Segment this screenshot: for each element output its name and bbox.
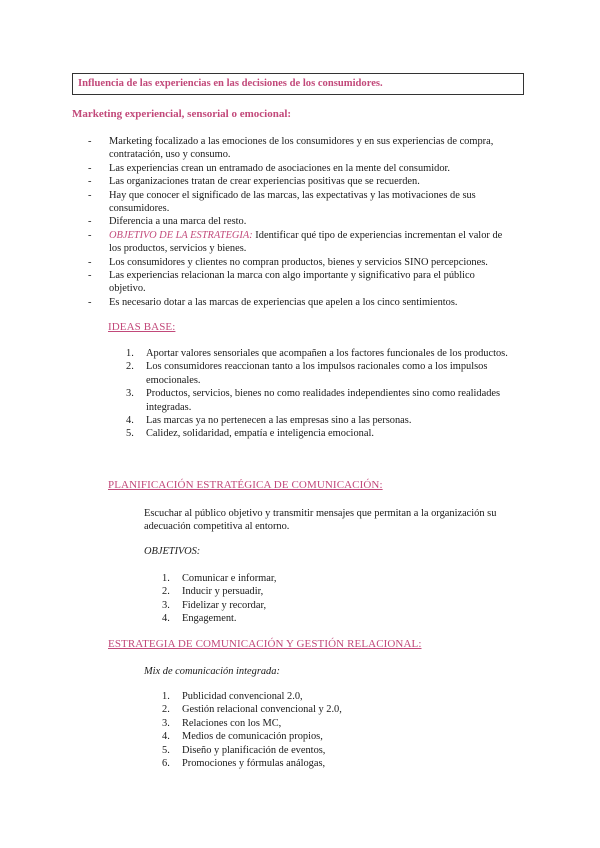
ideas-base-list <box>126 347 508 441</box>
list-item: 6. Promociones y fórmulas análogas, <box>162 758 326 770</box>
list-item: 1. Aportar valores sensoriales que acompañen a los factores funcionales de los productos. <box>126 348 508 359</box>
bullet-item: - Diferencia a una marca del resto. <box>88 215 513 228</box>
list-item: 2. Los consumidores reaccionan tanto a los impulsos racionales como a los impulsos emocionales. <box>126 361 488 386</box>
bullet-item: - Es necesario dotar a las marcas de experiencias que apelen a los cinco sentimientos. <box>88 296 513 309</box>
list-item: 3. Fidelizar y recordar, <box>162 599 267 611</box>
list-item: 4. Las marcas ya no pertenecen a las empresas sino a las personas. <box>126 415 412 427</box>
section-heading: Marketing experiencial, sensorial o emocional: <box>72 108 292 120</box>
bullet-item: - Hay que conocer el significado de las marcas, las expectativas y las motivaciones de sus consumidores. <box>88 189 513 216</box>
objective-label: OBJETIVO DE LA ESTRATEGIA: <box>109 229 253 241</box>
objetivos-label: OBJETIVOS: <box>144 546 201 557</box>
list-item: 2. Inducir y persuadir, <box>162 586 264 598</box>
list-item: 1. Comunicar e informar, <box>162 573 277 584</box>
mix-label: Mix de comunicación integrada: <box>144 666 280 677</box>
list-item: 2. Gestión relacional convencional y 2.0, <box>162 704 342 716</box>
estrategia-heading: ESTRATEGIA DE COMUNICACIÓN Y GESTIÓN RELACIONAL: <box>108 638 422 650</box>
bullet-item-objective: - OBJETIVO DE LA ESTRATEGIA: Identificar qué tipo de experiencias incrementan el valor de los productos, servicios y bienes. <box>88 229 513 256</box>
bullet-item: - Los consumidores y clientes no compran productos, bienes y servicios SINO percepciones. <box>88 256 513 269</box>
list-item: 5. Calidez, solidaridad, empatía e inteligencia emocional. <box>126 428 374 440</box>
bullet-item: - Marketing focalizado a las emociones de los consumidores y en sus experiencias de compra, contratación, uso y consumo. <box>88 135 513 162</box>
planificacion-paragraph: Escuchar al público objetivo y transmitir mensajes que permitan a la organización su adecuación competitiva al entorno. <box>144 508 497 533</box>
list-item: 5. Diseño y planificación de eventos, <box>162 744 326 756</box>
marketing-bullet-list <box>88 135 513 309</box>
ideas-base-heading: IDEAS BASE: <box>108 321 176 333</box>
list-item: 3. Productos, servicios, bienes no como realidades independientes sino como realidades integradas. <box>126 388 501 413</box>
planificacion-heading: PLANIFICACIÓN ESTRATÉGICA DE COMUNICACIÓN: <box>108 479 383 491</box>
list-item: 3. Relaciones con los MC, <box>162 717 282 729</box>
objetivos-list <box>162 572 462 626</box>
bullet-item: - Las organizaciones tratan de crear experiencias positivas que se recuerden. <box>88 175 513 188</box>
list-item: 4. Medios de comunicación propios, <box>162 731 323 743</box>
bullet-item: - Las experiencias relacionan la marca con algo importante y significativo para el público objetivo. <box>88 269 513 296</box>
mix-list <box>162 690 482 770</box>
list-item: 1. Publicidad convencional 2.0, <box>162 691 303 702</box>
bullet-item: - Las experiencias crean un entramado de asociaciones en la mente del consumidor. <box>88 162 513 175</box>
list-item: 4. Engagement. <box>162 613 237 625</box>
document-title: Influencia de las experiencias en las decisiones de los consumidores. <box>72 73 524 95</box>
